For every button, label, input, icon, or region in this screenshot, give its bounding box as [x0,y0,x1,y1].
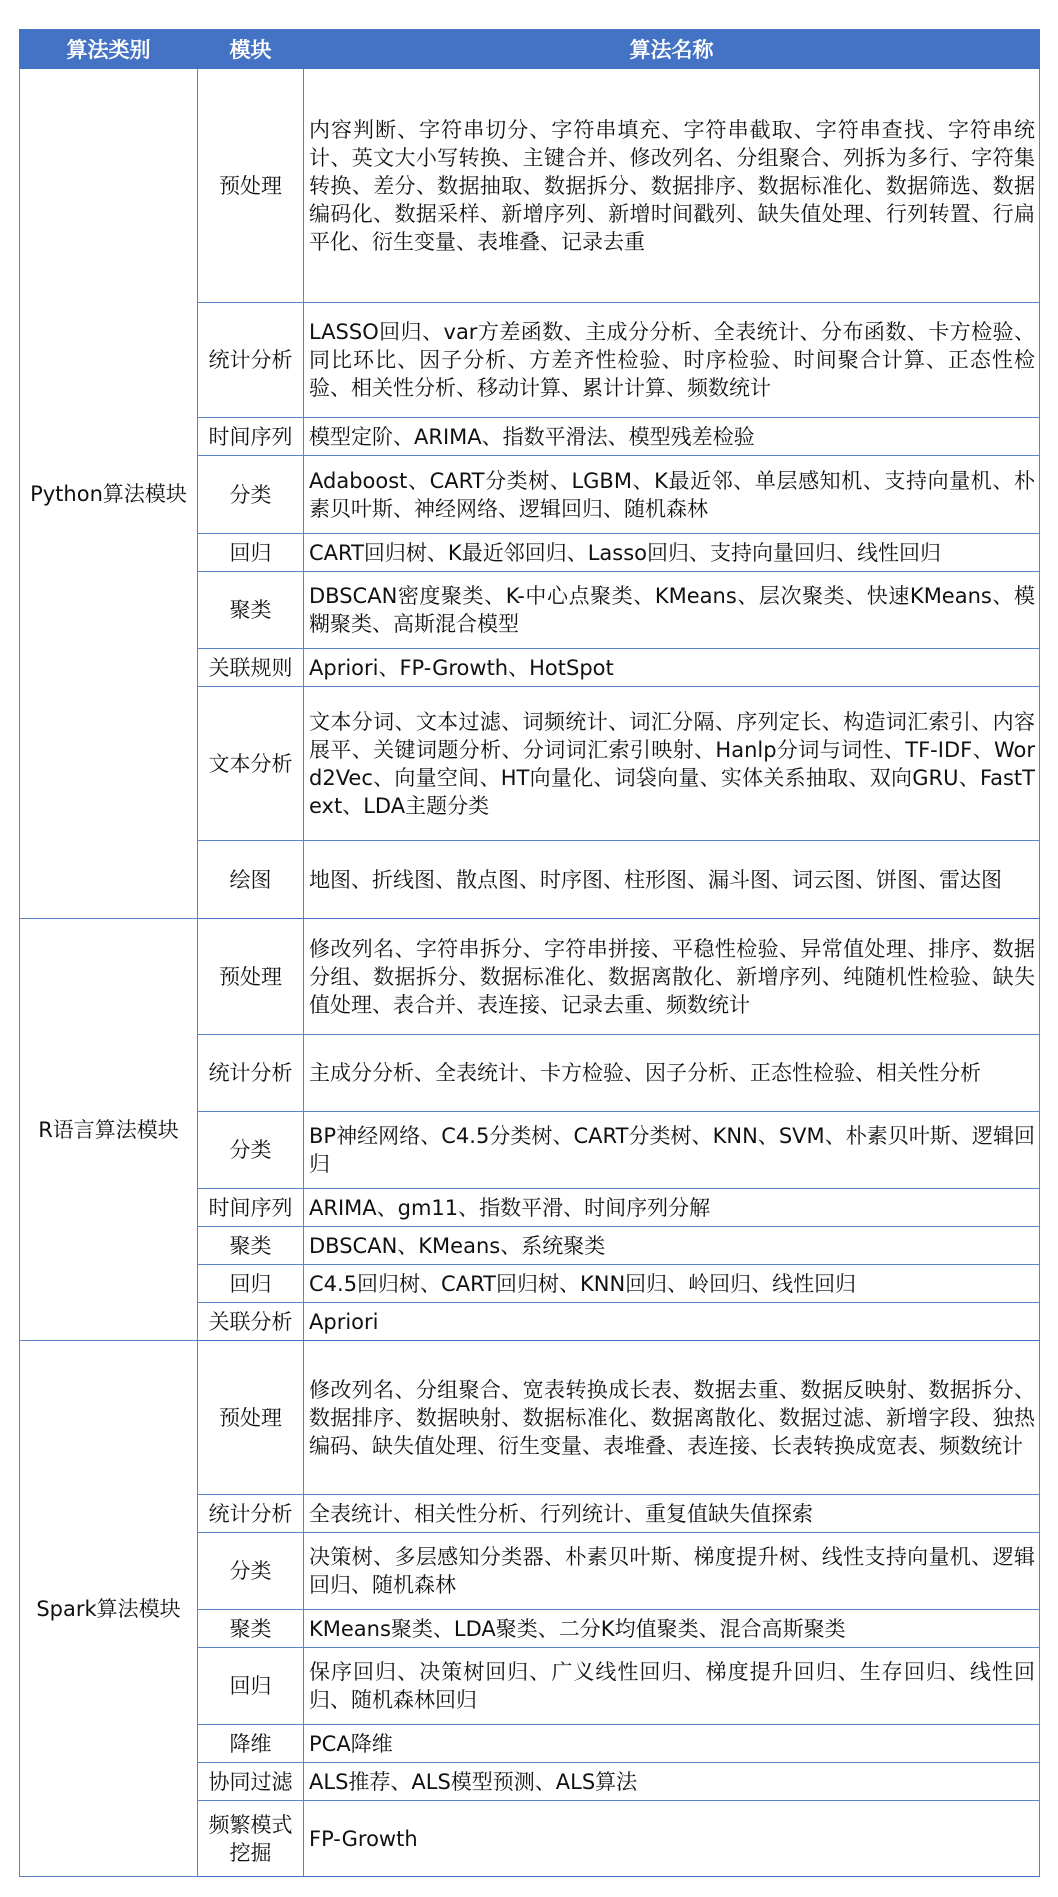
algorithms-cell: 修改列名、分组聚合、宽表转换成长表、数据去重、数据反映射、数据拆分、数据排序、数据映射、数据标准化、数据离散化、数据过滤、新增字段、独热编码、缺失值处理、衍生变量、表堆叠、表连接、长表转换成宽表、频数统计 [304,1341,1040,1495]
table-row [20,69,1040,303]
module-cell: 聚类 [198,572,304,649]
algorithms-cell: LASSO回归、var方差函数、主成分分析、全表统计、分布函数、卡方检验、同比环比、因子分析、方差齐性检验、时序检验、时间聚合计算、正态性检验、相关性分析、移动计算、累计计算、频数统计 [304,303,1040,418]
module-cell: 分类 [198,456,304,534]
table-row [20,919,1040,1035]
algorithms-cell: BP神经网络、C4.5分类树、CART分类树、KNN、SVM、朴素贝叶斯、逻辑回归 [304,1112,1040,1189]
module-cell: 关联分析 [198,1303,304,1341]
algorithms-cell: 全表统计、相关性分析、行列统计、重复值缺失值探索 [304,1495,1040,1533]
algorithms-cell: PCA降维 [304,1725,1040,1763]
algorithms-cell: 文本分词、文本过滤、词频统计、词汇分隔、序列定长、构造词汇索引、内容展平、关键词题分析、分词词汇索引映射、Hanlp分词与词性、TF-IDF、Word2Vec、向量空间、HT向量化、词袋向量、实体关系抽取、双向GRU、FastText、LDA主题分类 [304,687,1040,841]
algorithms-cell: Adaboost、CART分类树、LGBM、K最近邻、单层感知机、支持向量机、朴素贝叶斯、神经网络、逻辑回归、随机森林 [304,456,1040,534]
module-cell: 协同过滤 [198,1763,304,1801]
module-cell: 频繁模式挖掘 [198,1801,304,1877]
algorithms-cell: 保序回归、决策树回归、广义线性回归、梯度提升回归、生存回归、线性回归、随机森林回归 [304,1648,1040,1725]
algorithms-cell: 模型定阶、ARIMA、指数平滑法、模型残差检验 [304,418,1040,456]
algorithm-table [19,29,1040,1877]
module-cell: 预处理 [198,919,304,1035]
algorithms-cell: ARIMA、gm11、指数平滑、时间序列分解 [304,1189,1040,1227]
category-cell: Spark算法模块 [20,1341,198,1877]
module-cell: 回归 [198,1265,304,1303]
module-cell: 分类 [198,1533,304,1610]
algorithms-cell: CART回归树、K最近邻回归、Lasso回归、支持向量回归、线性回归 [304,534,1040,572]
algorithms-cell: 主成分分析、全表统计、卡方检验、因子分析、正态性检验、相关性分析 [304,1035,1040,1112]
header-algorithms: 算法名称 [304,30,1040,69]
module-cell: 聚类 [198,1227,304,1265]
algorithm-table-container [19,29,1039,1877]
algorithms-cell: KMeans聚类、LDA聚类、二分K均值聚类、混合高斯聚类 [304,1610,1040,1648]
algorithms-cell: 决策树、多层感知分类器、朴素贝叶斯、梯度提升树、线性支持向量机、逻辑回归、随机森林 [304,1533,1040,1610]
algorithms-cell: Apriori [304,1303,1040,1341]
algorithms-cell: 内容判断、字符串切分、字符串填充、字符串截取、字符串查找、字符串统计、英文大小写转换、主键合并、修改列名、分组聚合、列拆为多行、字符集转换、差分、数据抽取、数据拆分、数据排序、数据标准化、数据筛选、数据编码化、数据采样、新增序列、新增时间戳列、缺失值处理、行列转置、行扁平化、衍生变量、表堆叠、记录去重 [304,69,1040,303]
module-cell: 关联规则 [198,649,304,687]
module-cell: 绘图 [198,841,304,919]
module-cell: 文本分析 [198,687,304,841]
algorithms-cell: 修改列名、字符串拆分、字符串拼接、平稳性检验、异常值处理、排序、数据分组、数据拆分、数据标准化、数据离散化、新增序列、纯随机性检验、缺失值处理、表合并、表连接、记录去重、频数统计 [304,919,1040,1035]
module-cell: 统计分析 [198,303,304,418]
module-cell: 统计分析 [198,1035,304,1112]
algorithms-cell: FP-Growth [304,1801,1040,1877]
algorithms-cell: DBSCAN密度聚类、K-中心点聚类、KMeans、层次聚类、快速KMeans、模糊聚类、高斯混合模型 [304,572,1040,649]
module-cell: 时间序列 [198,1189,304,1227]
module-cell: 回归 [198,1648,304,1725]
header-row [20,30,1040,69]
algorithms-cell: C4.5回归树、CART回归树、KNN回归、岭回归、线性回归 [304,1265,1040,1303]
module-cell: 统计分析 [198,1495,304,1533]
table-row [20,1341,1040,1495]
module-cell: 聚类 [198,1610,304,1648]
algorithms-cell: 地图、折线图、散点图、时序图、柱形图、漏斗图、词云图、饼图、雷达图 [304,841,1040,919]
header-module: 模块 [198,30,304,69]
algorithms-cell: ALS推荐、ALS模型预测、ALS算法 [304,1763,1040,1801]
module-cell: 预处理 [198,1341,304,1495]
module-cell: 时间序列 [198,418,304,456]
module-cell: 降维 [198,1725,304,1763]
module-cell: 回归 [198,534,304,572]
algorithms-cell: Apriori、FP-Growth、HotSpot [304,649,1040,687]
header-category: 算法类别 [20,30,198,69]
module-cell: 分类 [198,1112,304,1189]
module-cell: 预处理 [198,69,304,303]
algorithms-cell: DBSCAN、KMeans、系统聚类 [304,1227,1040,1265]
category-cell: R语言算法模块 [20,919,198,1341]
category-cell: Python算法模块 [20,69,198,919]
